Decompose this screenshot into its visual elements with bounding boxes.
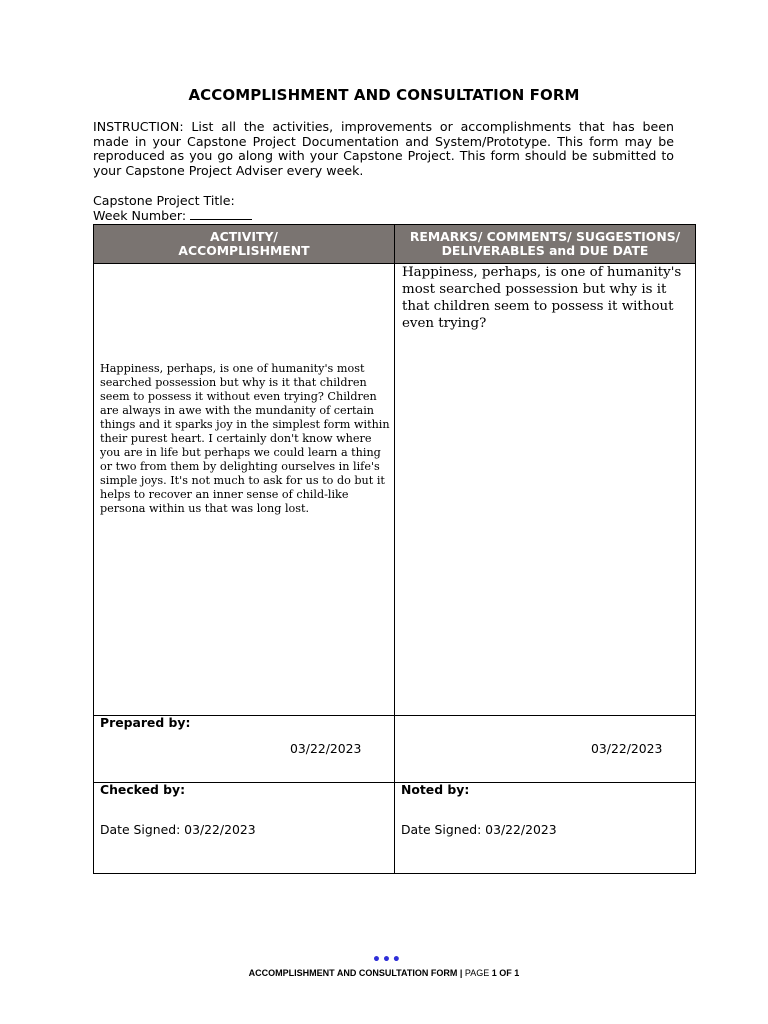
- footer-page-total: 1: [514, 968, 520, 978]
- project-title-label: Capstone Project Title:: [93, 193, 235, 208]
- footer-separator: |: [459, 968, 463, 978]
- header-remarks-line1: REMARKS/ COMMENTS/ SUGGESTIONS/: [409, 229, 681, 244]
- page-title: ACCOMPLISHMENT AND CONSULTATION FORM: [188, 86, 580, 104]
- noted-date-signed: Date Signed: 03/22/2023: [401, 822, 557, 837]
- footer-label: ACCOMPLISHMENT AND CONSULTATION FORM: [248, 968, 458, 978]
- footer: [0, 968, 768, 978]
- footer-page-word: PAGE: [464, 968, 490, 978]
- header-remarks-line2: DELIVERABLES and DUE DATE: [441, 243, 649, 258]
- week-number-label: Week Number:: [93, 208, 187, 223]
- week-number-line: [93, 208, 252, 223]
- project-title-line: [93, 194, 235, 208]
- header-activity-line2: ACCOMPLISHMENT: [178, 243, 310, 258]
- right-date: 03/22/2023: [591, 741, 663, 756]
- checked-by-label: Checked by:: [100, 782, 186, 797]
- header-activity: [94, 225, 394, 263]
- form-table: [93, 224, 696, 874]
- column-divider: [394, 225, 395, 873]
- week-number-blank: [190, 208, 252, 220]
- checked-date-signed: Date Signed: 03/22/2023: [100, 822, 256, 837]
- footer-page-of: OF: [499, 968, 512, 978]
- instruction-paragraph: INSTRUCTION: List all the activities, improvements or accomplishments that has been made in your Capstone Project Documentation and System/Prototype. This form may be reproduced as you go along with your Capstone Project. This form should be submitted to your Capstone Project Adviser every week.: [93, 119, 674, 178]
- noted-by-label: Noted by:: [401, 782, 470, 797]
- header-remarks: [395, 225, 695, 263]
- prepared-date: 03/22/2023: [290, 741, 362, 756]
- remarks-text: Happiness, perhaps, is one of humanity's most searched possession but why is it that children seem to possess it without even trying?: [402, 265, 682, 331]
- prepared-by-label: Prepared by:: [100, 715, 191, 730]
- activity-text: Happiness, perhaps, is one of humanity's most searched possession but why is it that children seem to possess it without even trying? Children are always in awe with the mundanity of certain things and it sparks joy in the simplest form within their purest heart. I certainly don't know where you are in life but perhaps we could learn a thing or two from them by delighting ourselves in life's simple joys. It's not much to ask for us to do but it helps to recover an inner sense of child-like persona within us that was long lost.: [100, 362, 390, 515]
- footer-page-current: 1: [491, 968, 497, 978]
- footer-dots: •••: [372, 952, 402, 968]
- header-activity-line1: ACTIVITY/: [210, 229, 278, 244]
